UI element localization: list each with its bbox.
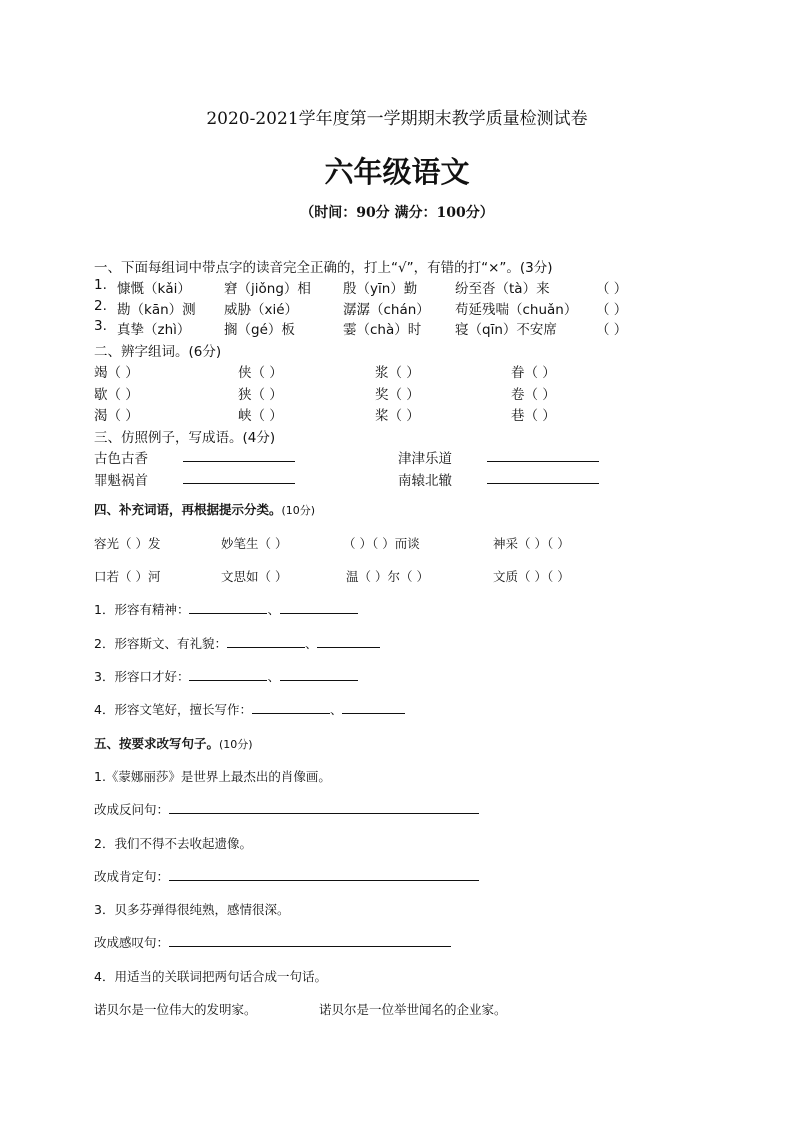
classify-label: 1．形容有精神：	[94, 602, 190, 617]
answer-line[interactable]	[169, 800, 479, 814]
fill-word[interactable]: 神采（ ）（ ）	[493, 536, 570, 551]
rewrite-label: 改成感叹句：	[94, 935, 170, 950]
answer-line[interactable]	[169, 933, 451, 947]
char-blank[interactable]: 侠（ ）	[238, 365, 283, 381]
idiom-answer-line[interactable]	[183, 470, 295, 484]
separator: 、	[267, 602, 280, 617]
word: 纷至沓（tà）来	[455, 281, 550, 297]
classify-label: 2．形容斯文、有礼貌：	[94, 636, 227, 651]
section1-title: 一、下面每组词中带点字的读音完全正确的，打上“√”，有错的打“×”。(3分)	[94, 260, 553, 276]
word: 真挚（zhì）	[117, 322, 191, 338]
section5-score: (10分)	[219, 738, 253, 751]
idiom-example: 津津乐道	[398, 451, 452, 467]
word: 霎（chà）时	[343, 322, 422, 338]
section4-title	[94, 500, 315, 518]
fill-word[interactable]: 口若（ ）河	[94, 569, 161, 584]
row-number: 3.	[94, 318, 107, 334]
rewrite-label: 改成肯定句：	[94, 869, 170, 884]
section2-title: 二、辨字组词。(6分)	[94, 344, 222, 360]
answer-line[interactable]	[189, 600, 267, 614]
subject-title: 六年级语文	[324, 155, 470, 189]
idiom-answer-line[interactable]	[487, 448, 599, 462]
rewrite-line	[94, 867, 479, 885]
classify-item	[94, 634, 380, 652]
word: 寝（qīn）不安席	[455, 322, 557, 338]
word: 勘（kān）测	[117, 302, 196, 318]
section5-title	[94, 734, 253, 752]
word: 潺潺（chán）	[343, 302, 430, 318]
exam-title: 2020-2021学年度第一学期期末教学质量检测试卷	[206, 109, 588, 129]
row-number: 1.	[94, 277, 107, 293]
word: 苟延残喘（chuǎn）	[455, 302, 578, 318]
separator: 、	[329, 702, 343, 717]
idiom-answer-line[interactable]	[183, 448, 295, 462]
answer-line[interactable]	[252, 700, 330, 714]
fill-word[interactable]: 温（ ）尔（ ）	[346, 569, 429, 584]
char-blank[interactable]: 狭（ ）	[238, 387, 283, 403]
fill-word[interactable]: 容光（ ）发	[94, 536, 161, 551]
answer-line[interactable]	[189, 667, 267, 681]
idiom-example: 古色古香	[94, 451, 148, 467]
char-blank[interactable]: 歇（ ）	[94, 387, 139, 403]
fill-word[interactable]: （ ）（ ）而谈	[343, 536, 420, 551]
idiom-example: 罪魁祸首	[94, 473, 148, 489]
answer-line[interactable]	[227, 634, 305, 648]
answer-line[interactable]	[280, 667, 358, 681]
answer-paren[interactable]: （ ）	[596, 322, 628, 338]
char-blank[interactable]: 竭（ ）	[94, 365, 139, 381]
classify-item	[94, 700, 405, 718]
fill-word[interactable]: 文质（ ）（ ）	[493, 569, 570, 584]
char-blank[interactable]: 眷（ ）	[511, 365, 556, 381]
row-number: 2.	[94, 298, 107, 314]
time-info: （时间：90分 满分：100分）	[300, 205, 494, 221]
classify-label: 4．形容文笔好，擅长写作：	[94, 702, 252, 717]
classify-item	[94, 667, 358, 685]
separator: 、	[267, 669, 280, 684]
section4-heading: 四、补充词语，再根据提示分类。	[94, 502, 282, 517]
word: 搁（gé）板	[224, 322, 295, 338]
word: 窘（jiǒng）相	[224, 281, 311, 297]
char-blank[interactable]: 奖（ ）	[375, 387, 420, 403]
char-blank[interactable]: 渴（ ）	[94, 408, 139, 424]
section5-heading: 五、按要求改写句子。	[94, 736, 220, 751]
char-blank[interactable]: 浆（ ）	[375, 365, 420, 381]
section4-score: (10分)	[281, 504, 316, 517]
char-blank[interactable]: 桨（ ）	[375, 408, 420, 424]
fill-word[interactable]: 妙笔生（ ）	[221, 536, 288, 551]
word: 慷慨（kǎi）	[117, 281, 191, 297]
answer-line[interactable]	[317, 634, 380, 648]
question: 1.《蒙娜丽莎》是世界上最杰出的肖像画。	[94, 769, 331, 784]
classify-item	[94, 600, 358, 618]
separator: 、	[304, 636, 318, 651]
idiom-answer-line[interactable]	[487, 470, 599, 484]
answer-line[interactable]	[280, 600, 358, 614]
char-blank[interactable]: 峡（ ）	[238, 408, 283, 424]
rewrite-line	[94, 800, 479, 818]
question: 4．用适当的关联词把两句话合成一句话。	[94, 969, 327, 984]
answer-paren[interactable]: （ ）	[596, 302, 628, 318]
answer-line[interactable]	[169, 867, 479, 881]
idiom-example: 南辕北辙	[398, 473, 452, 489]
classify-label: 3．形容口才好：	[94, 669, 190, 684]
question: 2．我们不得不去收起遗像。	[94, 836, 252, 851]
word: 威胁（xié）	[224, 302, 299, 318]
answer-paren[interactable]: （ ）	[596, 281, 628, 297]
char-blank[interactable]: 卷（ ）	[511, 387, 556, 403]
rewrite-line	[94, 933, 451, 951]
fill-word[interactable]: 文思如（ ）	[221, 569, 288, 584]
answer-line[interactable]	[342, 700, 405, 714]
word: 殷（yīn）勤	[343, 281, 418, 297]
rewrite-label: 改成反问句：	[94, 802, 170, 817]
char-blank[interactable]: 巷（ ）	[511, 408, 556, 424]
sentence: 诺贝尔是一位伟大的发明家。	[94, 1002, 257, 1017]
section3-title: 三、仿照例子，写成语。(4分)	[94, 430, 276, 446]
sentence: 诺贝尔是一位举世闻名的企业家。	[319, 1002, 507, 1017]
question: 3．贝多芬弹得很纯熟，感情很深。	[94, 902, 290, 917]
